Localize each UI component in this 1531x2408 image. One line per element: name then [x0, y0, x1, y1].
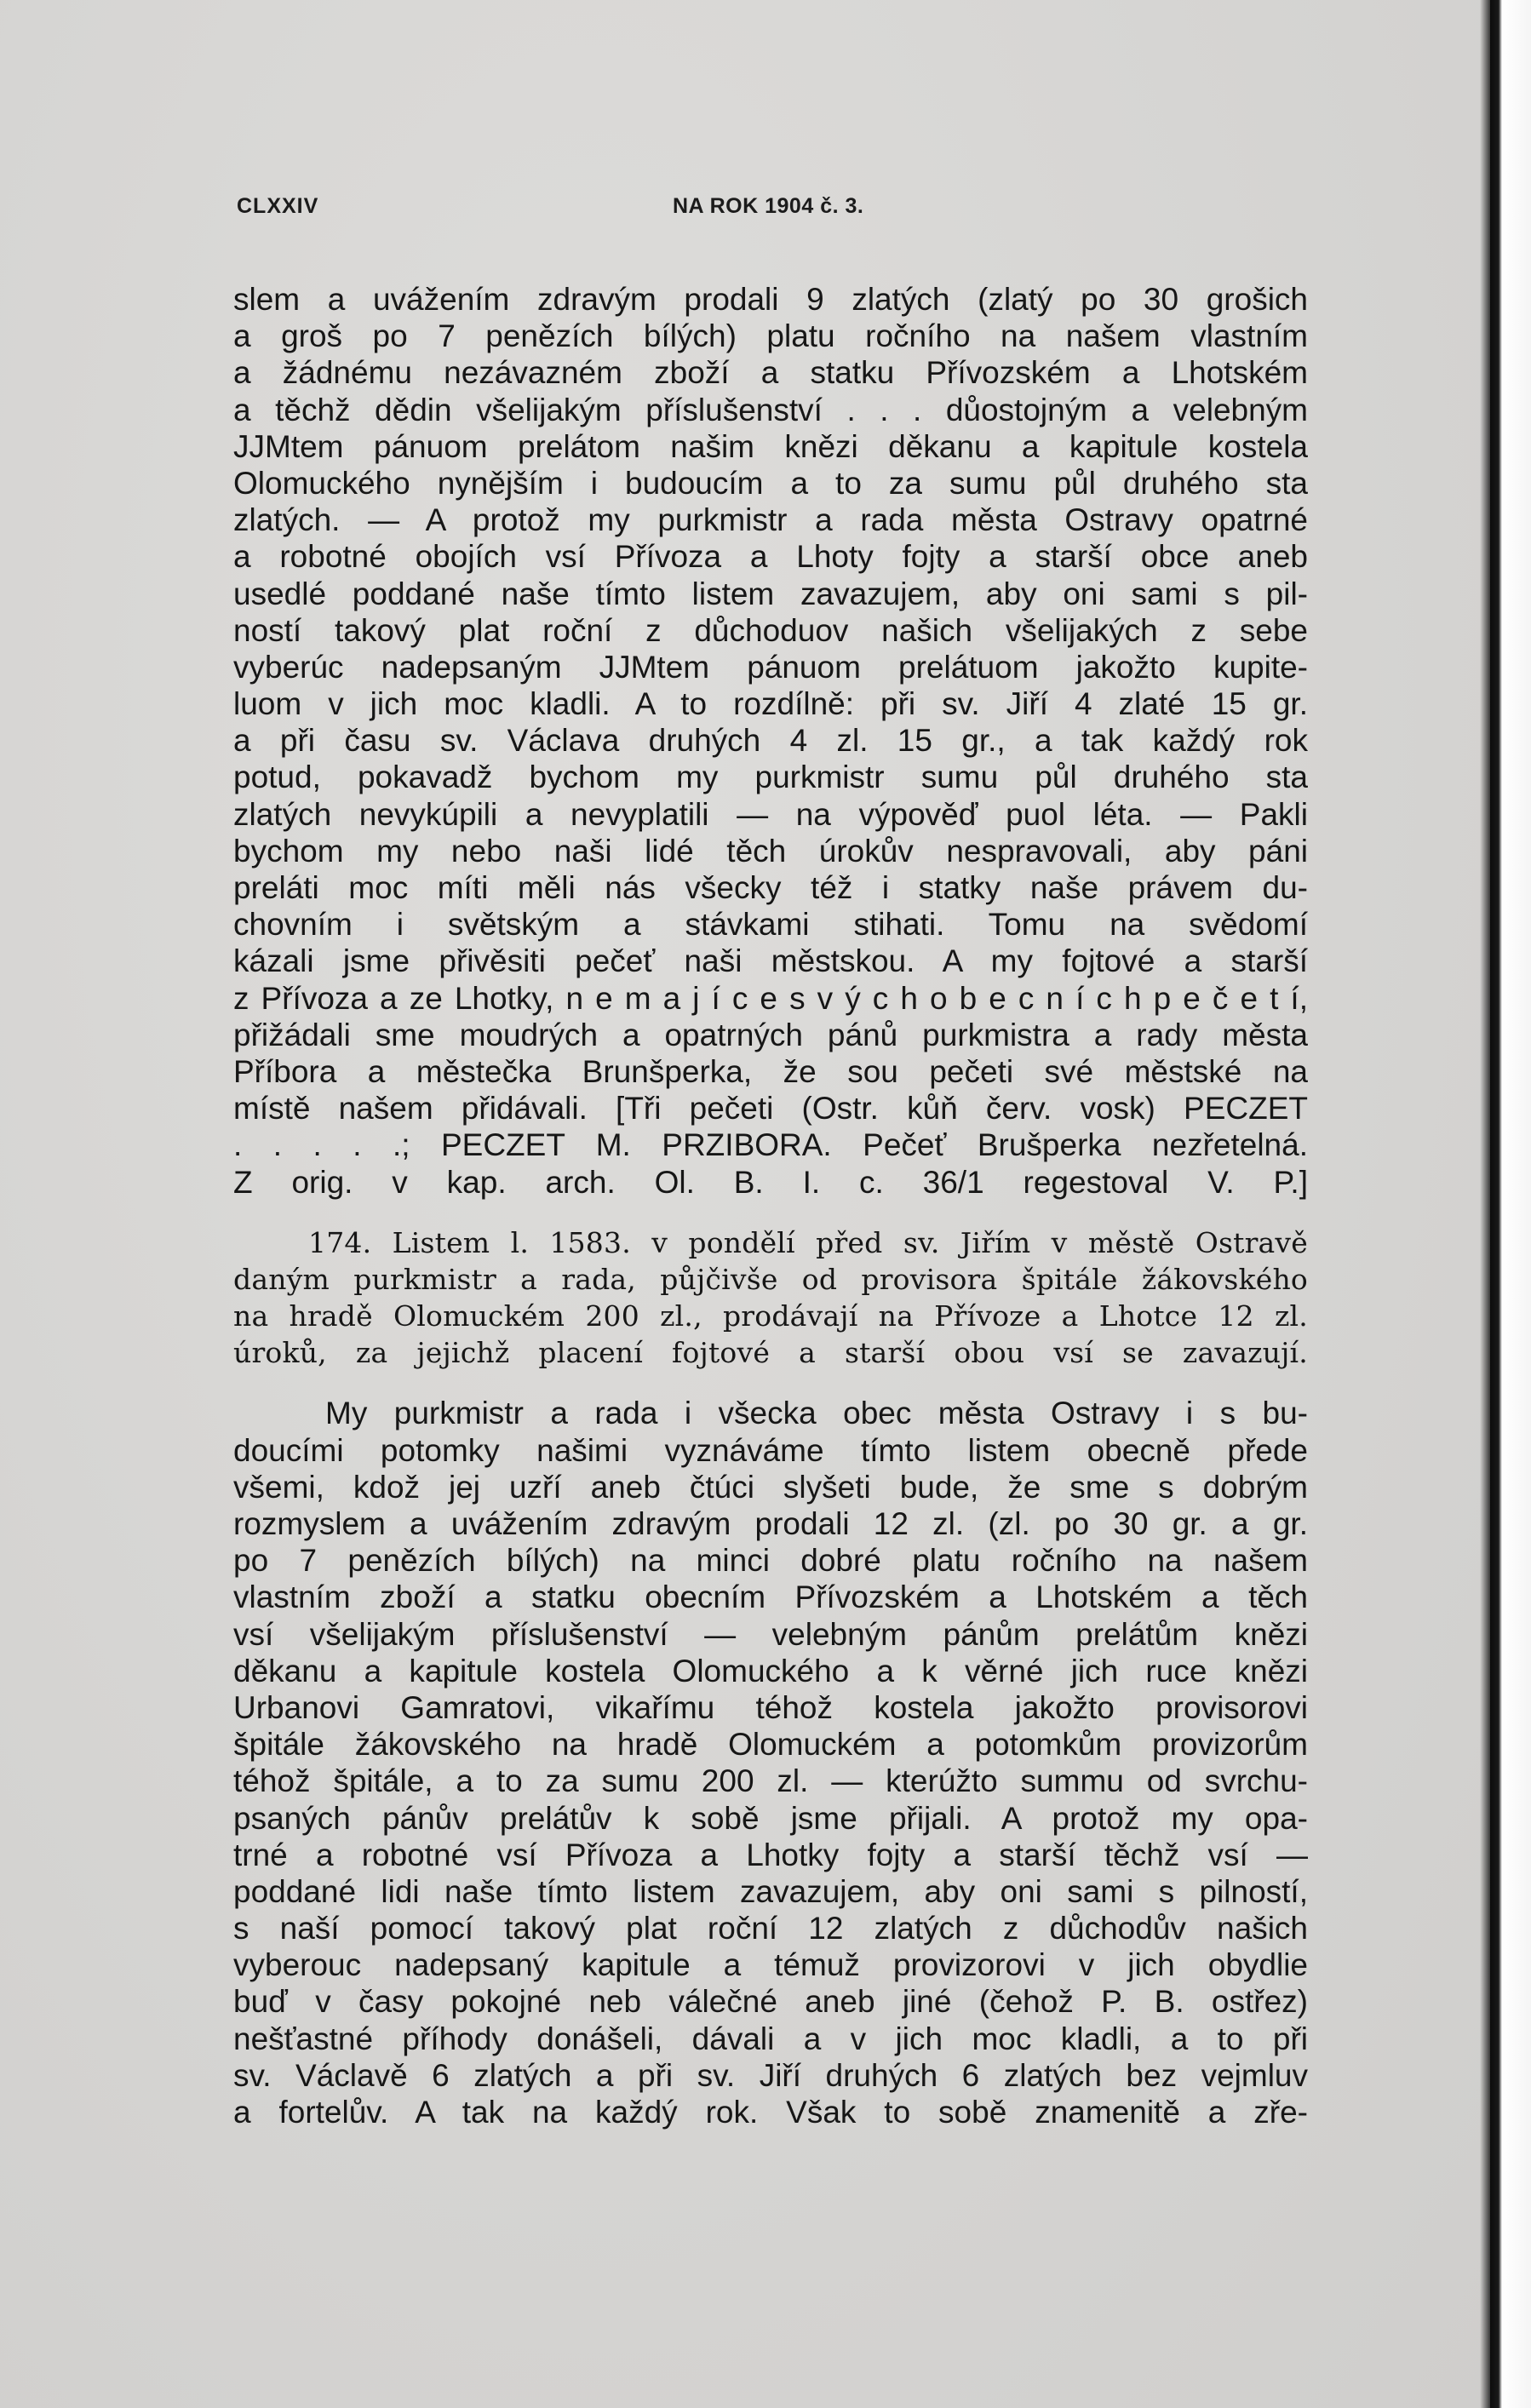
- text-line: usedlé poddané naše tímto listem zavazujem, aby oni sami s pil-: [233, 576, 1308, 611]
- text-line: zlatých nevykúpili a nevyplatili — na výpověď puol léta. — Pakli: [233, 796, 1308, 832]
- text-line: psaných pánův prelátův k sobě jsme přijali. A protož my opa-: [233, 1800, 1308, 1836]
- text-line: ností takový plat roční z důchoduov našich všelijakých z sebe: [233, 612, 1308, 648]
- text-line: místě našem přidávali. [Tři pečeti (Ostr. kůň červ. vosk) PECZET: [233, 1091, 1308, 1127]
- text-line: chovním i světským a stávkami stihati. Tomu na svědomí: [233, 907, 1308, 943]
- running-title: NA ROK 1904 č. 3.: [673, 194, 864, 218]
- text-line: My purkmistr a rada i všecka obec města Ostravy i s bu-: [325, 1396, 1308, 1431]
- text-line: děkanu a kapitule kostela Olomuckého a k věrné jich ruce knězi: [233, 1653, 1308, 1688]
- text-line: Urbanovi Gamratovi, vikařímu téhož kostela jakožto provisorovi: [233, 1689, 1308, 1725]
- text-line: slem a uvážením zdravým prodali 9 zlatých (zlatý po 30 grošich: [233, 282, 1308, 317]
- text-line: rozmyslem a uvážením zdravým prodali 12 zl. (zl. po 30 gr. a gr.: [233, 1506, 1308, 1541]
- text-line: vlastním zboží a statku obecním Přívozském a Lhotském a těch: [233, 1580, 1308, 1615]
- text-line: a při času sv. Václava druhých 4 zl. 15 gr., a tak každý rok: [233, 723, 1308, 759]
- text-line: luom v jich moc kladli. A to rozdílně: při sv. Jiří 4 zlaté 15 gr.: [233, 686, 1308, 722]
- text-line: přižádali sme moudrých a opatrných pánů purkmistra a rady města: [233, 1017, 1308, 1052]
- text-line: a robotné obojích vsí Přívoza a Lhoty fojty a starší obce aneb: [233, 539, 1308, 575]
- regest-line: na hradě Olomuckém 200 zl., prodávají na Přívoze a Lhotce 12 zl.: [233, 1299, 1308, 1333]
- text-line: preláti moc míti měli nás všecky též i statky naše právem du-: [233, 870, 1308, 905]
- text-line: Příbora a městečka Brunšperka, že sou pečeti své městské na: [233, 1053, 1308, 1089]
- text-line: a těchž dědin všelijakým příslušenství . . . důostojným a velebným: [233, 392, 1308, 427]
- page-header: [237, 194, 1318, 228]
- text-line: Z orig. v kap. arch. Ol. B. I. c. 36/1 regestoval V. P.]: [233, 1164, 1308, 1200]
- paragraph-2: [233, 1395, 1308, 2130]
- text-line: z Přívoza a ze Lhotky, n e m a j í c e s v ý c h o b e c n í c h p e č e t í,: [233, 980, 1308, 1016]
- text-line: vyberouc nadepsaný kapitule a témuž provizorovi v jich obydlie: [233, 1947, 1308, 1983]
- text-line: JJMtem pánuom prelátom našim knězi děkanu a kapitule kostela: [233, 428, 1308, 464]
- regest-line: úroků, za jejichž placení fojtové a starší obou vsí se zavazují.: [233, 1336, 1308, 1370]
- regest-line: daným purkmistr a rada, půjčivše od provisora špitále žákovského: [233, 1262, 1308, 1296]
- text-line: Olomuckého nynějším i budoucím a to za sumu půl druhého sta: [233, 465, 1308, 501]
- text-line: špitále žákovského na hradě Olomuckém a potomkům provizorům: [233, 1727, 1308, 1763]
- text-line: bychom my nebo naši lidé těch úrokův nespravovali, aby páni: [233, 833, 1308, 869]
- text-line: vsí všelijakým příslušenství — velebným pánům prelátům knězi: [233, 1616, 1308, 1652]
- text-line: po 7 penězích bílých) na minci dobré platu ročního na našem: [233, 1543, 1308, 1579]
- paragraph-gap: [233, 1371, 1308, 1395]
- text-line: téhož špitále, a to za sumu 200 zl. — kterúžto summu od svrchu-: [233, 1763, 1308, 1799]
- text-line: potud, pokavadž bychom my purkmistr sumu půl druhého sta: [233, 760, 1308, 795]
- document-body: [233, 281, 1308, 2130]
- text-line: vyberúc nadepsaným JJMtem pánuom prelátuom jakožto kupite-: [233, 649, 1308, 685]
- text-line: a groš po 7 penězích bílých) platu ročního na našem vlastním: [233, 318, 1308, 354]
- text-line: poddané lidi naše tímto listem zavazujem, aby oni sami s pilností,: [233, 1873, 1308, 1909]
- text-line: . . . . .; PECZET M. PRZIBORA. Pečeť Brušperka nezřetelná.: [233, 1127, 1308, 1163]
- text-line: zlatých. — A protož my purkmistr a rada města Ostravy opatrné: [233, 502, 1308, 538]
- paragraph-gap: [233, 1201, 1308, 1224]
- text-line: a žádnému nezávazném zboží a statku Přívozském a Lhotském: [233, 355, 1308, 391]
- text-line: buď v časy pokojné neb válečné aneb jiné (čehož P. B. ostřez): [233, 1984, 1308, 2020]
- text-line: trné a robotné vsí Přívoza a Lhotky fojty a starší těchž vsí —: [233, 1837, 1308, 1872]
- page-number: CLXXIV: [237, 194, 319, 218]
- text-line: a fortelův. A tak na každý rok. Však to sobě znamenitě a zře-: [233, 2095, 1308, 2130]
- page-edge: [1490, 0, 1531, 2408]
- paragraph-1: [233, 281, 1308, 1201]
- text-line: všemi, kdož jej uzří aneb čtúci slyšeti bude, že sme s dobrým: [233, 1469, 1308, 1505]
- text-line: doucími potomky našimi vyznáváme tímto listem obecně přede: [233, 1432, 1308, 1468]
- text-line: s naší pomocí takový plat roční 12 zlatých z důchodův našich: [233, 1911, 1308, 1946]
- text-line: kázali jsme přivěsiti pečeť naši městskou. A my fojtové a starší: [233, 943, 1308, 979]
- text-line: nešťastné příhody donášeli, dávali a v jich moc kladli, a to při: [233, 2021, 1308, 2056]
- regest-line: 174. Listem l. 1583. v pondělí před sv. Jiřím v městě Ostravě: [308, 1225, 1308, 1259]
- text-line: sv. Václavě 6 zlatých a při sv. Jiří druhých 6 zlatých bez vejmluv: [233, 2057, 1308, 2093]
- regest-heading: [233, 1224, 1308, 1372]
